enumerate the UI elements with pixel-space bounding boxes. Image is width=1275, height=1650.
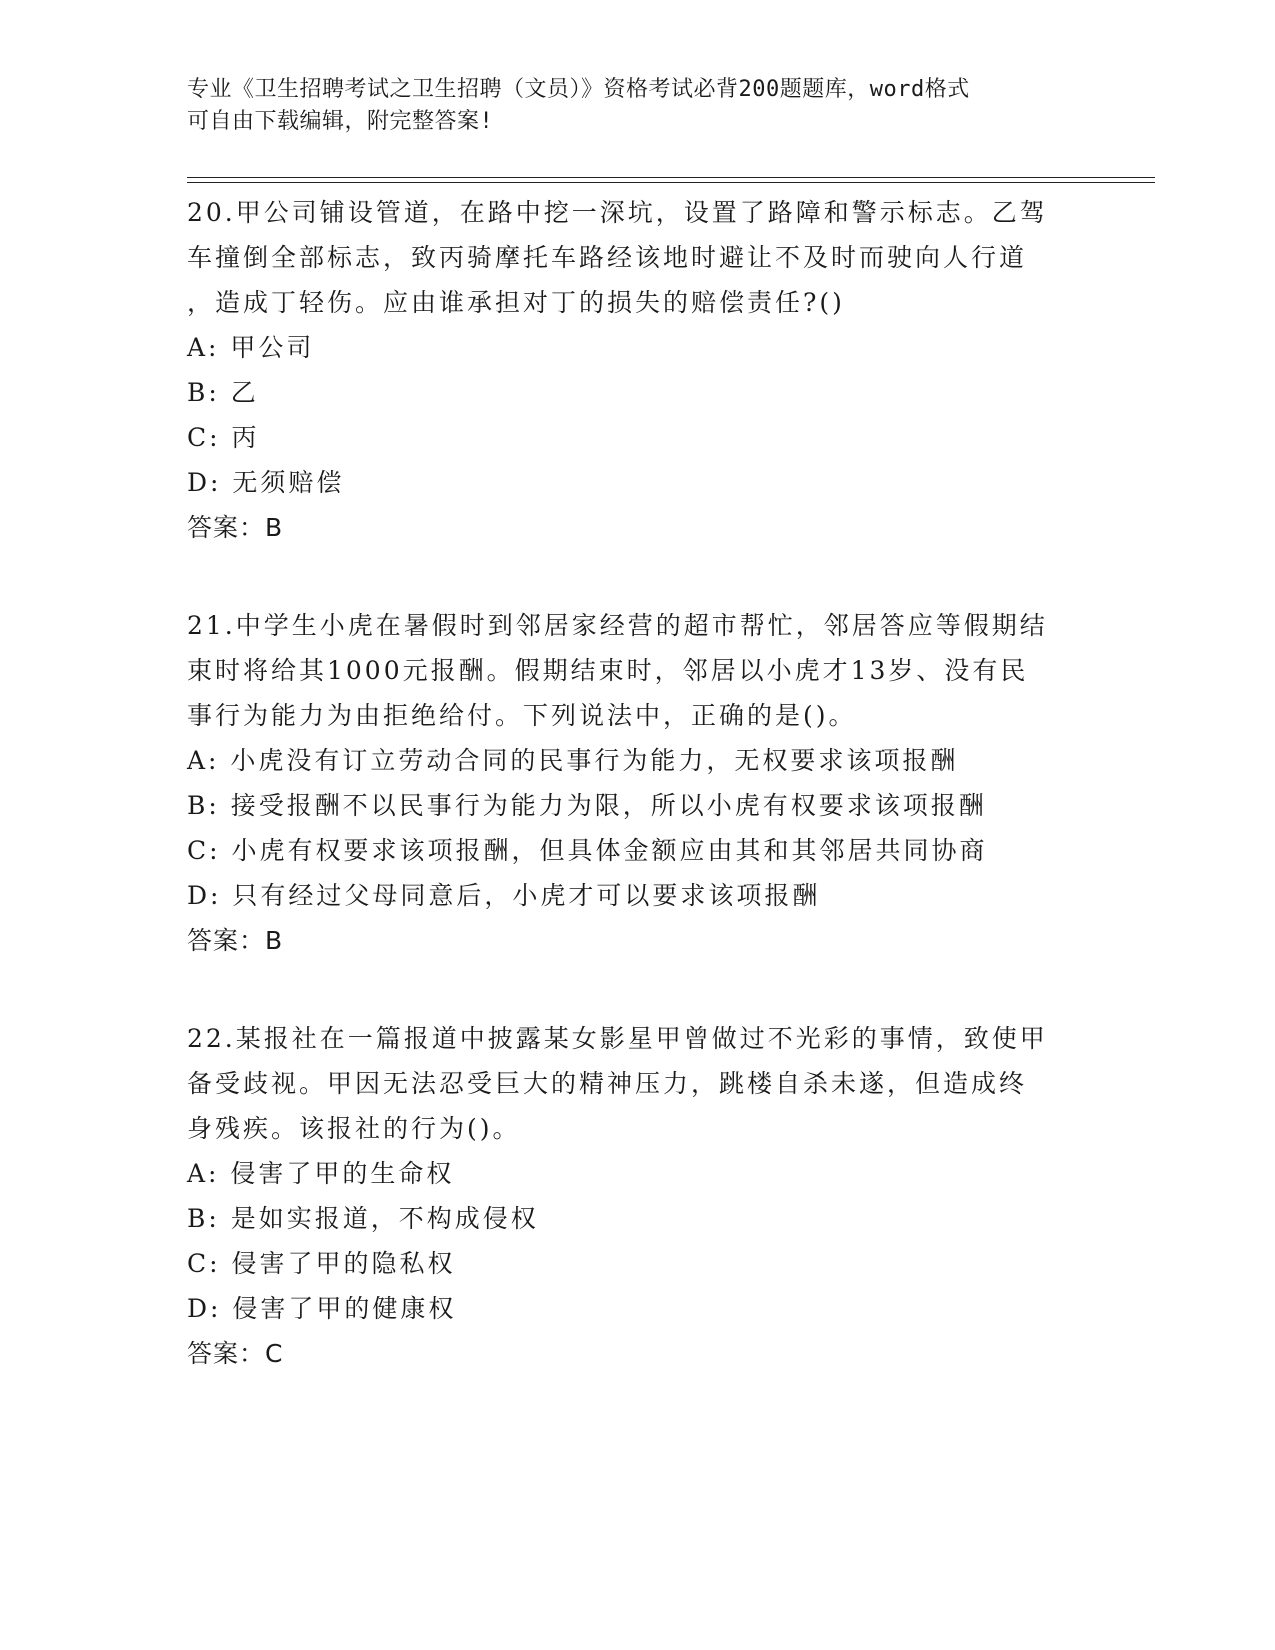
option-a: A: 侵害了甲的生命权 — [187, 1159, 455, 1188]
question-20 — [187, 190, 1117, 550]
option-b: B: 是如实报道，不构成侵权 — [187, 1204, 539, 1233]
option-c: C: 丙 — [187, 423, 260, 452]
question-21 — [187, 603, 1117, 963]
answer-label: 答案：B — [187, 513, 284, 542]
header-divider-bottom — [187, 182, 1155, 183]
question-22 — [187, 1016, 1117, 1376]
question-text-line: 20.甲公司铺设管道，在路中挖一深坑，设置了路障和警示标志。乙驾 — [187, 198, 1048, 227]
answer-label: 答案：B — [187, 926, 284, 955]
header-line-1: 专业《卫生招聘考试之卫生招聘（文员）》资格考试必背200题题库，word格式 — [187, 77, 970, 102]
option-c: C: 小虎有权要求该项报酬，但具体金额应由其和其邻居共同协商 — [187, 836, 988, 865]
option-a: A: 小虎没有订立劳动合同的民事行为能力，无权要求该项报酬 — [187, 746, 959, 775]
question-text-line: 事行为能力为由拒绝给付。下列说法中，正确的是()。 — [187, 701, 857, 730]
option-c: C: 侵害了甲的隐私权 — [187, 1249, 456, 1278]
header-line-2: 可自由下载编辑，附完整答案! — [187, 109, 494, 134]
question-text-line: ，造成丁轻伤。应由谁承担对丁的损失的赔偿责任?() — [187, 288, 845, 317]
option-d: D: 无须赔偿 — [187, 468, 345, 497]
question-text-line: 备受歧视。甲因无法忍受巨大的精神压力，跳楼自杀未遂，但造成终 — [187, 1069, 1028, 1098]
question-spacer — [187, 550, 1117, 603]
option-b: B: 接受报酬不以民事行为能力为限，所以小虎有权要求该项报酬 — [187, 791, 987, 820]
question-text-line: 车撞倒全部标志，致丙骑摩托车路经该地时避让不及时而驶向人行道 — [187, 243, 1028, 272]
question-list — [187, 190, 1117, 1376]
option-b: B: 乙 — [187, 378, 259, 407]
option-d: D: 侵害了甲的健康权 — [187, 1294, 457, 1323]
question-text-line: 22.某报社在一篇报道中披露某女影星甲曾做过不光彩的事情，致使甲 — [187, 1024, 1048, 1053]
question-text-line: 束时将给其1000元报酬。假期结束时，邻居以小虎才13岁、没有民 — [187, 656, 1029, 685]
answer-label: 答案：C — [187, 1339, 284, 1368]
question-text-line: 身残疾。该报社的行为()。 — [187, 1114, 521, 1143]
document-header — [187, 74, 1067, 138]
question-spacer — [187, 963, 1117, 1016]
header-divider-top — [187, 177, 1155, 178]
option-d: D: 只有经过父母同意后，小虎才可以要求该项报酬 — [187, 881, 821, 910]
question-text-line: 21.中学生小虎在暑假时到邻居家经营的超市帮忙，邻居答应等假期结 — [187, 611, 1048, 640]
option-a: A: 甲公司 — [187, 333, 315, 362]
